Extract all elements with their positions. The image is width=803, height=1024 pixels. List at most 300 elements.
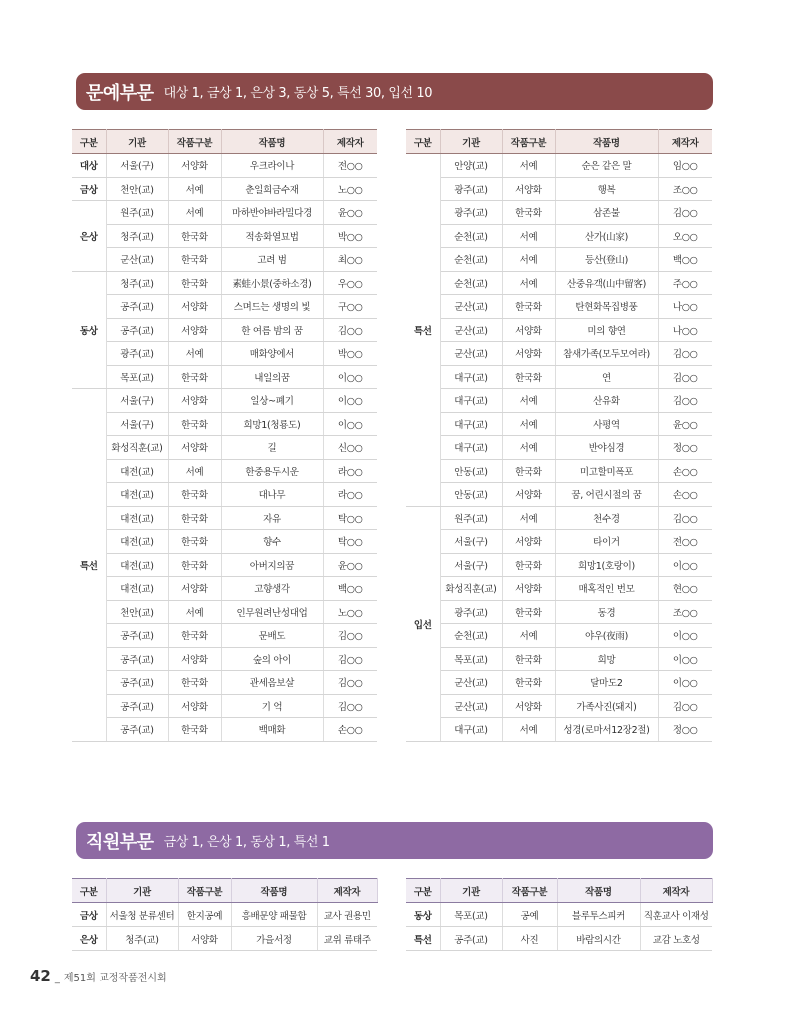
- work-type-cell: 한국화: [502, 600, 555, 624]
- header-work-type: 작품구분: [502, 130, 555, 154]
- work-title-cell: 산중유객(山中留客): [555, 271, 658, 295]
- table-row: [406, 248, 712, 272]
- header-work-type: 작품구분: [168, 130, 221, 154]
- work-title-cell: 문배도: [221, 624, 323, 648]
- work-title-cell: 기 억: [221, 694, 323, 718]
- work-type-cell: 서양화: [168, 318, 221, 342]
- category-cell: 은상: [72, 927, 106, 951]
- institution-cell: 목포(교): [440, 903, 502, 927]
- work-title-cell: 사평역: [555, 412, 658, 436]
- table-row: [406, 718, 712, 742]
- artist-cell: 김○○: [658, 342, 712, 366]
- table-row: [406, 506, 712, 530]
- literary-section-title: 문예부문: [86, 82, 154, 104]
- institution-cell: 광주(교): [106, 342, 168, 366]
- table-header-row: [406, 130, 712, 154]
- work-title-cell: 향수: [221, 530, 323, 554]
- work-type-cell: 서예: [168, 177, 221, 201]
- work-title-cell: 숲의 아이: [221, 647, 323, 671]
- award-category: 대상: [72, 154, 106, 178]
- institution-cell: 대구(교): [440, 436, 502, 460]
- work-type-cell: 서예: [502, 248, 555, 272]
- work-title-cell: 미고할미폭포: [555, 459, 658, 483]
- table-row: [406, 459, 712, 483]
- artist-cell: 이○○: [658, 624, 712, 648]
- institution-cell: 화성직훈(교): [106, 436, 168, 460]
- institution-cell: 화성직훈(교): [440, 577, 502, 601]
- institution-cell: 군산(교): [440, 671, 502, 695]
- work-type-cell: 서양화: [168, 154, 221, 178]
- work-type-cell: 한국화: [168, 624, 221, 648]
- work-title-cell: 가족사진(돼지): [555, 694, 658, 718]
- table-row: [72, 600, 377, 624]
- header-work-title: 작품명: [231, 879, 317, 903]
- institution-cell: 광주(교): [440, 201, 502, 225]
- header-institution: 기관: [106, 130, 168, 154]
- work-type-cell: 한국화: [502, 201, 555, 225]
- work-title-cell: 탄현화목집병풍: [555, 295, 658, 319]
- work-type-cell: 서양화: [168, 694, 221, 718]
- institution-cell: 대전(교): [106, 459, 168, 483]
- table-row: [406, 694, 712, 718]
- award-category: 동상: [72, 271, 106, 389]
- table-row: [406, 224, 712, 248]
- artist-cell: 손○○: [323, 718, 377, 742]
- work-type-cell: 서양화: [168, 647, 221, 671]
- table-row: [406, 201, 712, 225]
- work-title-cell: 한중용두시운: [221, 459, 323, 483]
- page-footer: [30, 967, 167, 985]
- institution-cell: 공주(교): [106, 295, 168, 319]
- header-category: 구분: [72, 130, 106, 154]
- artist-cell: 현○○: [658, 577, 712, 601]
- table-row: [406, 530, 712, 554]
- work-type-cell: 한국화: [502, 647, 555, 671]
- artist-cell: 윤○○: [323, 553, 377, 577]
- institution-cell: 대전(교): [106, 530, 168, 554]
- table-row: [72, 295, 377, 319]
- work-title-cell: 참새가족(모두모여라): [555, 342, 658, 366]
- institution-cell: 청주(교): [106, 927, 178, 951]
- institution-cell: 목포(교): [440, 647, 502, 671]
- artist-cell: 최○○: [323, 248, 377, 272]
- work-type-cell: 서예: [502, 271, 555, 295]
- artist-cell: 교위 류태주: [317, 927, 377, 951]
- work-title-cell: 미의 향연: [555, 318, 658, 342]
- artist-cell: 김○○: [323, 647, 377, 671]
- artist-cell: 라○○: [323, 459, 377, 483]
- work-title-cell: 일상~폐기: [221, 389, 323, 413]
- work-type-cell: 서예: [502, 506, 555, 530]
- table-row: [406, 483, 712, 507]
- table-header-row: [72, 130, 377, 154]
- artist-cell: 백○○: [323, 577, 377, 601]
- institution-cell: 대전(교): [106, 577, 168, 601]
- table-row: [406, 671, 712, 695]
- table-row: [406, 577, 712, 601]
- work-type-cell: 서예: [168, 600, 221, 624]
- award-category: 입선: [406, 506, 440, 741]
- table-row: [72, 506, 377, 530]
- work-type-cell: 한국화: [168, 553, 221, 577]
- institution-cell: 청주(교): [106, 271, 168, 295]
- header-artist: 제작자: [640, 879, 712, 903]
- artist-cell: 주○○: [658, 271, 712, 295]
- table-row: [72, 553, 377, 577]
- table-row: [72, 718, 377, 742]
- artist-cell: 나○○: [658, 295, 712, 319]
- table-row: [406, 365, 712, 389]
- work-title-cell: 흥배문양 패물함: [231, 903, 317, 927]
- work-title-cell: 내일의꿈: [221, 365, 323, 389]
- table-row: [72, 248, 377, 272]
- header-category: 구분: [406, 130, 440, 154]
- work-type-cell: 한국화: [168, 271, 221, 295]
- institution-cell: 천안(교): [106, 177, 168, 201]
- artist-cell: 김○○: [323, 694, 377, 718]
- artist-cell: 이○○: [658, 671, 712, 695]
- artist-cell: 조○○: [658, 600, 712, 624]
- table-row: [72, 412, 377, 436]
- table-row: [406, 177, 712, 201]
- work-title-cell: 연: [555, 365, 658, 389]
- artist-cell: 이○○: [323, 412, 377, 436]
- table-row: [72, 224, 377, 248]
- institution-cell: 안동(교): [440, 483, 502, 507]
- institution-cell: 공주(교): [106, 318, 168, 342]
- artist-cell: 이○○: [658, 553, 712, 577]
- artist-cell: 김○○: [658, 506, 712, 530]
- institution-cell: 순천(교): [440, 271, 502, 295]
- work-title-cell: 천수경: [555, 506, 658, 530]
- work-type-cell: 서양화: [168, 577, 221, 601]
- work-title-cell: 적송화열묘법: [221, 224, 323, 248]
- work-title-cell: 꿈, 어린시절의 꿈: [555, 483, 658, 507]
- table-row: [72, 903, 377, 927]
- table-row: [406, 271, 712, 295]
- work-type-cell: 한국화: [502, 295, 555, 319]
- table-row: [72, 530, 377, 554]
- work-title-cell: 길: [221, 436, 323, 460]
- header-work-type: 작품구분: [178, 879, 231, 903]
- work-type-cell: 한지공예: [178, 903, 231, 927]
- work-type-cell: 한국화: [502, 671, 555, 695]
- work-type-cell: 한국화: [168, 224, 221, 248]
- literary-award-summary: 대상 1, 금상 1, 은상 3, 동상 5, 특선 30, 입선 10: [163, 86, 433, 101]
- work-title-cell: 스며드는 생명의 빛: [221, 295, 323, 319]
- artist-cell: 백○○: [658, 248, 712, 272]
- institution-cell: 천안(교): [106, 600, 168, 624]
- work-title-cell: 가을서정: [231, 927, 317, 951]
- publication-title: 제51회 교정작품전시회: [63, 973, 167, 984]
- table-row: [72, 483, 377, 507]
- work-type-cell: 서예: [502, 389, 555, 413]
- table-row: [406, 412, 712, 436]
- artist-cell: 김○○: [323, 318, 377, 342]
- table-row: [72, 177, 377, 201]
- work-title-cell: 행복: [555, 177, 658, 201]
- work-title-cell: 인무원려난성대업: [221, 600, 323, 624]
- work-title-cell: 백매화: [221, 718, 323, 742]
- work-title-cell: 매화양에서: [221, 342, 323, 366]
- work-title-cell: 素蛙小景(중하소경): [221, 271, 323, 295]
- work-title-cell: 아버지의꿈: [221, 553, 323, 577]
- institution-cell: 공주(교): [106, 694, 168, 718]
- work-type-cell: 사진: [502, 927, 557, 951]
- artist-cell: 김○○: [658, 694, 712, 718]
- artist-cell: 손○○: [658, 459, 712, 483]
- work-type-cell: 서예: [502, 436, 555, 460]
- header-work-type: 작품구분: [502, 879, 557, 903]
- artist-cell: 박○○: [323, 224, 377, 248]
- institution-cell: 서울(구): [440, 553, 502, 577]
- table-row: [72, 436, 377, 460]
- work-title-cell: 성경(로마서12장2절): [555, 718, 658, 742]
- work-type-cell: 서예: [502, 224, 555, 248]
- artist-cell: 조○○: [658, 177, 712, 201]
- table-row: [406, 342, 712, 366]
- table-row: [406, 436, 712, 460]
- work-type-cell: 한국화: [168, 506, 221, 530]
- work-title-cell: 관세음보살: [221, 671, 323, 695]
- work-title-cell: 타이거: [555, 530, 658, 554]
- category-cell: 동상: [406, 903, 440, 927]
- staff-section-title: 직원부문: [86, 831, 154, 853]
- literary-awards-table-right: [406, 129, 712, 742]
- table-row: [406, 389, 712, 413]
- literary-section-banner: [76, 73, 713, 110]
- work-type-cell: 서예: [502, 154, 555, 178]
- work-title-cell: 동경: [555, 600, 658, 624]
- institution-cell: 공주(교): [106, 647, 168, 671]
- table-row: [72, 624, 377, 648]
- institution-cell: 대전(교): [106, 483, 168, 507]
- institution-cell: 서울(구): [440, 530, 502, 554]
- table-row: [72, 271, 377, 295]
- header-institution: 기관: [440, 879, 502, 903]
- work-type-cell: 서양화: [178, 927, 231, 951]
- artist-cell: 이○○: [658, 647, 712, 671]
- artist-cell: 김○○: [658, 389, 712, 413]
- work-type-cell: 한국화: [168, 718, 221, 742]
- staff-award-summary: 금상 1, 은상 1, 동상 1, 특선 1: [163, 835, 330, 850]
- artist-cell: 신○○: [323, 436, 377, 460]
- table-row: [406, 903, 712, 927]
- artist-cell: 교사 권용민: [317, 903, 377, 927]
- table-row: [72, 647, 377, 671]
- category-cell: 금상: [72, 903, 106, 927]
- table-row: [406, 154, 712, 178]
- table-row: [406, 600, 712, 624]
- work-title-cell: 우크라이나: [221, 154, 323, 178]
- artist-cell: 김○○: [323, 671, 377, 695]
- institution-cell: 대전(교): [106, 553, 168, 577]
- work-title-cell: 희망1(청룡도): [221, 412, 323, 436]
- work-type-cell: 서양화: [502, 577, 555, 601]
- table-row: [72, 365, 377, 389]
- work-type-cell: 서양화: [502, 483, 555, 507]
- table-row: [72, 694, 377, 718]
- category-cell: 특선: [406, 927, 440, 951]
- institution-cell: 군산(교): [440, 342, 502, 366]
- institution-cell: 서울(구): [106, 412, 168, 436]
- work-title-cell: 순은 같은 말: [555, 154, 658, 178]
- work-type-cell: 서양화: [502, 530, 555, 554]
- table-row: [406, 647, 712, 671]
- institution-cell: 군산(교): [440, 318, 502, 342]
- work-type-cell: 서예: [502, 412, 555, 436]
- institution-cell: 광주(교): [440, 600, 502, 624]
- artist-cell: 직훈교사 이재성: [640, 903, 712, 927]
- work-title-cell: 고려 범: [221, 248, 323, 272]
- institution-cell: 공주(교): [106, 718, 168, 742]
- work-type-cell: 서양화: [168, 436, 221, 460]
- literary-awards-table-left: [72, 129, 377, 742]
- work-title-cell: 블루투스피커: [557, 903, 640, 927]
- table-row: [406, 318, 712, 342]
- work-type-cell: 서예: [502, 718, 555, 742]
- artist-cell: 김○○: [323, 624, 377, 648]
- work-type-cell: 서양화: [502, 318, 555, 342]
- work-title-cell: 한 여름 밤의 꿈: [221, 318, 323, 342]
- artist-cell: 김○○: [658, 365, 712, 389]
- award-category: 특선: [72, 389, 106, 742]
- header-artist: 제작자: [323, 130, 377, 154]
- header-institution: 기관: [440, 130, 502, 154]
- institution-cell: 서울청 분류센터: [106, 903, 178, 927]
- table-row: [406, 927, 712, 951]
- table-row: [406, 553, 712, 577]
- work-type-cell: 한국화: [502, 553, 555, 577]
- institution-cell: 목포(교): [106, 365, 168, 389]
- artist-cell: 구○○: [323, 295, 377, 319]
- header-artist: 제작자: [658, 130, 712, 154]
- institution-cell: 원주(교): [106, 201, 168, 225]
- institution-cell: 대구(교): [440, 365, 502, 389]
- work-type-cell: 서예: [168, 342, 221, 366]
- table-row: [72, 389, 377, 413]
- work-type-cell: 서예: [502, 624, 555, 648]
- staff-section-banner: [76, 822, 713, 859]
- table-row: [72, 927, 377, 951]
- artist-cell: 김○○: [658, 201, 712, 225]
- work-type-cell: 서양화: [168, 295, 221, 319]
- artist-cell: 정○○: [658, 718, 712, 742]
- table-row: [72, 577, 377, 601]
- artist-cell: 정○○: [658, 436, 712, 460]
- header-category: 구분: [406, 879, 440, 903]
- work-title-cell: 등산(登山): [555, 248, 658, 272]
- artist-cell: 이○○: [323, 389, 377, 413]
- artist-cell: 박○○: [323, 342, 377, 366]
- institution-cell: 대전(교): [106, 506, 168, 530]
- work-type-cell: 서양화: [502, 177, 555, 201]
- work-title-cell: 고향생각: [221, 577, 323, 601]
- work-type-cell: 한국화: [168, 248, 221, 272]
- work-type-cell: 한국화: [168, 671, 221, 695]
- institution-cell: 공주(교): [106, 671, 168, 695]
- work-title-cell: 희망: [555, 647, 658, 671]
- staff-awards-table-left: [72, 878, 378, 951]
- work-type-cell: 서양화: [168, 389, 221, 413]
- header-work-title: 작품명: [221, 130, 323, 154]
- award-category: 특선: [406, 154, 440, 507]
- artist-cell: 전○○: [323, 154, 377, 178]
- page-number: 42: [30, 967, 51, 985]
- institution-cell: 순천(교): [440, 248, 502, 272]
- artist-cell: 교감 노호성: [640, 927, 712, 951]
- work-title-cell: 희망1(호랑이): [555, 553, 658, 577]
- institution-cell: 청주(교): [106, 224, 168, 248]
- work-title-cell: 마하반야바라밀다경: [221, 201, 323, 225]
- work-type-cell: 공예: [502, 903, 557, 927]
- institution-cell: 대구(교): [440, 718, 502, 742]
- institution-cell: 원주(교): [440, 506, 502, 530]
- artist-cell: 나○○: [658, 318, 712, 342]
- header-work-title: 작품명: [557, 879, 640, 903]
- work-type-cell: 한국화: [168, 483, 221, 507]
- institution-cell: 순천(교): [440, 224, 502, 248]
- institution-cell: 군산(교): [440, 295, 502, 319]
- work-title-cell: 춘일희금수재: [221, 177, 323, 201]
- table-row: [72, 201, 377, 225]
- work-type-cell: 한국화: [502, 365, 555, 389]
- table-row: [72, 154, 377, 178]
- work-type-cell: 한국화: [168, 530, 221, 554]
- award-category: 금상: [72, 177, 106, 201]
- table-row: [406, 624, 712, 648]
- institution-cell: 순천(교): [440, 624, 502, 648]
- table-header-row: [406, 879, 712, 903]
- work-title-cell: 바람의시간: [557, 927, 640, 951]
- institution-cell: 안동(교): [440, 459, 502, 483]
- award-category: 은상: [72, 201, 106, 272]
- table-header-row: [72, 879, 377, 903]
- work-title-cell: 삼존불: [555, 201, 658, 225]
- work-type-cell: 서양화: [502, 694, 555, 718]
- artist-cell: 이○○: [323, 365, 377, 389]
- artist-cell: 노○○: [323, 177, 377, 201]
- artist-cell: 윤○○: [323, 201, 377, 225]
- work-title-cell: 자유: [221, 506, 323, 530]
- institution-cell: 광주(교): [440, 177, 502, 201]
- work-title-cell: 매혹적인 번모: [555, 577, 658, 601]
- artist-cell: 라○○: [323, 483, 377, 507]
- institution-cell: 대구(교): [440, 412, 502, 436]
- artist-cell: 윤○○: [658, 412, 712, 436]
- institution-cell: 군산(교): [106, 248, 168, 272]
- work-title-cell: 야우(夜雨): [555, 624, 658, 648]
- institution-cell: 서울(구): [106, 389, 168, 413]
- work-type-cell: 서예: [168, 201, 221, 225]
- artist-cell: 임○○: [658, 154, 712, 178]
- work-type-cell: 한국화: [168, 365, 221, 389]
- institution-cell: 군산(교): [440, 694, 502, 718]
- institution-cell: 대구(교): [440, 389, 502, 413]
- work-title-cell: 반야심경: [555, 436, 658, 460]
- artist-cell: 우○○: [323, 271, 377, 295]
- artist-cell: 전○○: [658, 530, 712, 554]
- artist-cell: 오○○: [658, 224, 712, 248]
- work-type-cell: 한국화: [502, 459, 555, 483]
- work-type-cell: 한국화: [168, 412, 221, 436]
- table-row: [406, 295, 712, 319]
- header-category: 구분: [72, 879, 106, 903]
- staff-awards-table-right: [406, 878, 713, 951]
- work-title-cell: 산가(山家): [555, 224, 658, 248]
- institution-cell: 공주(교): [106, 624, 168, 648]
- institution-cell: 안양(교): [440, 154, 502, 178]
